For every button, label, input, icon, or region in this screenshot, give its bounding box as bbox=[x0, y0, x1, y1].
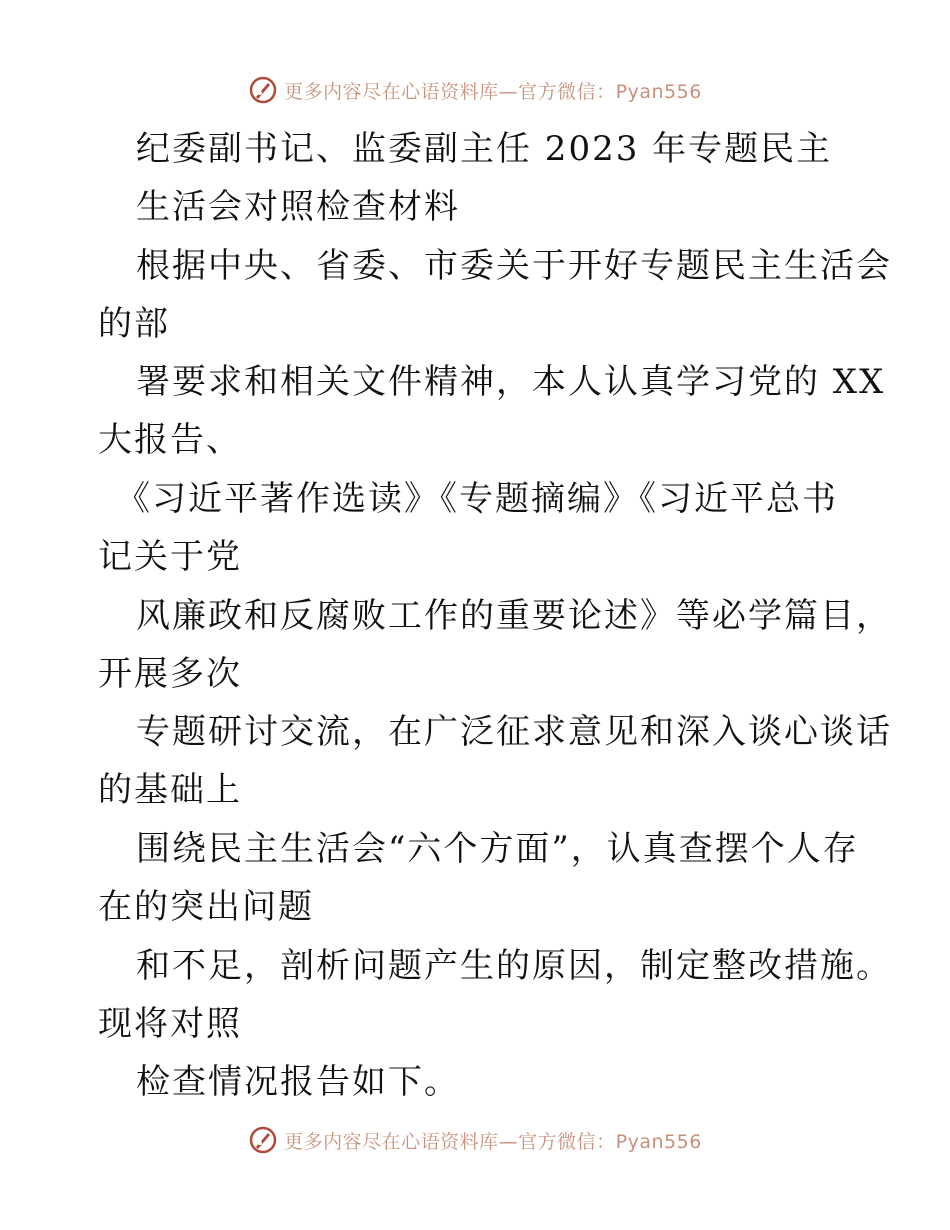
paragraph-line: 大报告、 bbox=[98, 420, 242, 460]
paragraph-line: 检查情况报告如下。 bbox=[136, 1062, 460, 1102]
paragraph-line: 和不足，剖析问题产生的原因，制定整改措施。 bbox=[136, 946, 892, 986]
paragraph-line: 围绕民主生活会“六个方面”，认真查摆个人存 bbox=[136, 829, 859, 869]
paragraph-line: 的部 bbox=[98, 304, 170, 344]
paragraph-line: 现将对照 bbox=[98, 1004, 242, 1044]
paragraph-line: 风廉政和反腐败工作的重要论述》等必学篇目， bbox=[136, 596, 892, 636]
paragraph-line: 专题研讨交流，在广泛征求意见和深入谈心谈话 bbox=[136, 712, 892, 752]
paragraph-line: 开展多次 bbox=[98, 654, 242, 694]
paragraph-line: 根据中央、省委、市委关于开好专题民主生活会 bbox=[136, 246, 892, 286]
paragraph-line: 的基础上 bbox=[98, 770, 242, 810]
paragraph-line: 《习近平著作选读》《专题摘编》《习近平总书 bbox=[116, 479, 838, 519]
quill-logo-icon bbox=[248, 1125, 278, 1155]
paragraph-line: 记关于党 bbox=[98, 537, 242, 577]
paragraph-line: 在的突出问题 bbox=[98, 887, 314, 927]
quill-logo-icon bbox=[248, 75, 278, 105]
footer-watermark bbox=[0, 1120, 950, 1160]
watermark-text: 更多内容尽在心语资料库—官方微信：Pyan556 bbox=[284, 1130, 702, 1153]
paragraph-line: 署要求和相关文件精神，本人认真学习党的 XX bbox=[136, 362, 886, 402]
header-watermark bbox=[0, 70, 950, 110]
watermark-text: 更多内容尽在心语资料库—官方微信：Pyan556 bbox=[284, 80, 702, 103]
doc-title-line-2: 生活会对照检查材料 bbox=[136, 187, 460, 227]
doc-title-line-1: 纪委副书记、监委副主任 2023 年专题民主 bbox=[136, 129, 833, 169]
